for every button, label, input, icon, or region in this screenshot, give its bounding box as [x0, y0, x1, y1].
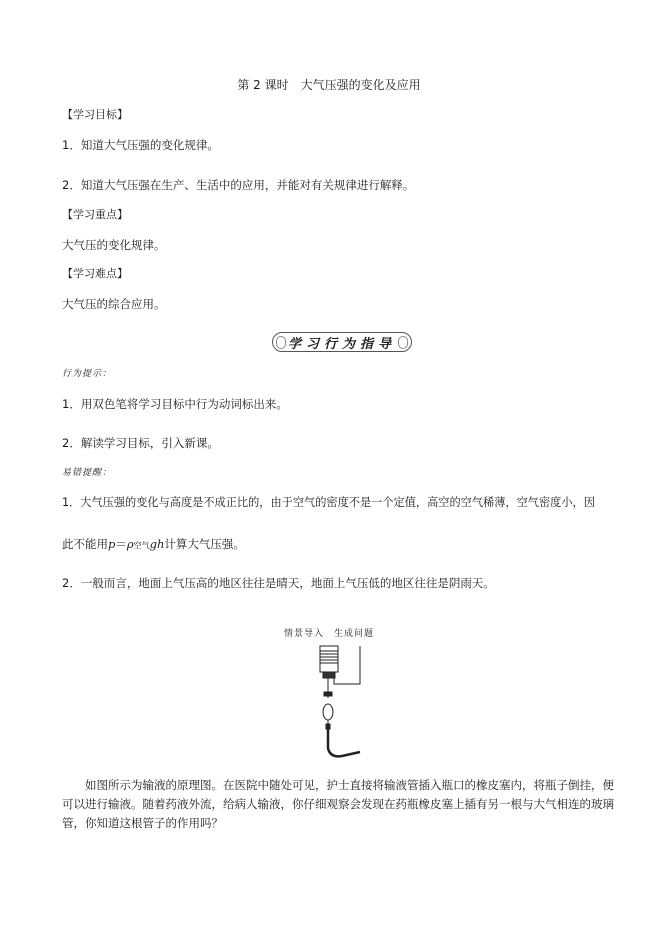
difficulty-text: 大气压的综合应用。 [62, 297, 166, 311]
notes-header: 易错提醒： [62, 468, 113, 478]
scene-caption: 情景导入 生成问题 [283, 629, 374, 639]
scene-paragraph: 如图所示为输液的原理图。在医院中随处可见，护士直接将输液管插入瓶口的橡皮塞内，将瓶子倒挂，便可以进行输液。随着药液外流，给病人输液，你仔细观察会发现在药瓶橡皮塞上插有另一根与大气相连的玻璃管，你知道这根管子的作用吗？ [62, 778, 614, 830]
note-2: 2．一般而言，地面上气压高的地区往往是晴天，地面上气压低的地区往往是阴雨天。 [62, 576, 495, 590]
formula-subscript: 空气 [133, 541, 150, 550]
goal-2: 2．知道大气压强在生产、生活中的应用，并能对有关规律进行解释。 [62, 178, 415, 192]
goals-header: 【学习目标】 [62, 108, 128, 121]
infusion-tube [328, 729, 360, 756]
note-1: 1．大气压强的变化与高度是不成正比的，由于空气的密度不是一个定值，高空的空气稀薄，空气密度小，因 [62, 496, 595, 509]
infusion-diagram [290, 640, 370, 765]
medicine-bottle [320, 646, 338, 672]
tips-header: 行为提示： [62, 369, 113, 379]
tip-2: 2．解读学习目标，引入新课。 [62, 436, 219, 450]
rubber-stopper [323, 672, 335, 678]
note-1-prefix: 此不能用 [62, 537, 108, 551]
note-1-suffix: 计算大气压强。 [164, 537, 245, 551]
key-header: 【学习重点】 [62, 208, 128, 221]
clamp [324, 692, 332, 696]
formula-rho: ρ [126, 537, 134, 551]
page-title: 第 2 课时 大气压强的变化及应用 [237, 78, 421, 92]
key-text: 大气压的变化规律。 [62, 238, 166, 252]
note-1-continued [62, 537, 245, 553]
goal-1: 1．知道大气压强的变化规律。 [62, 138, 219, 152]
difficulty-header: 【学习难点】 [62, 267, 128, 280]
tip-1: 1．用双色笔将学习目标中行为动词标出来。 [62, 397, 288, 411]
guidance-banner: 学习行为指导 [272, 332, 412, 352]
formula-equals: ＝ [115, 537, 127, 551]
formula-gh: gh [149, 537, 165, 551]
formula-p: p [108, 537, 116, 551]
drip-chamber [323, 704, 333, 720]
